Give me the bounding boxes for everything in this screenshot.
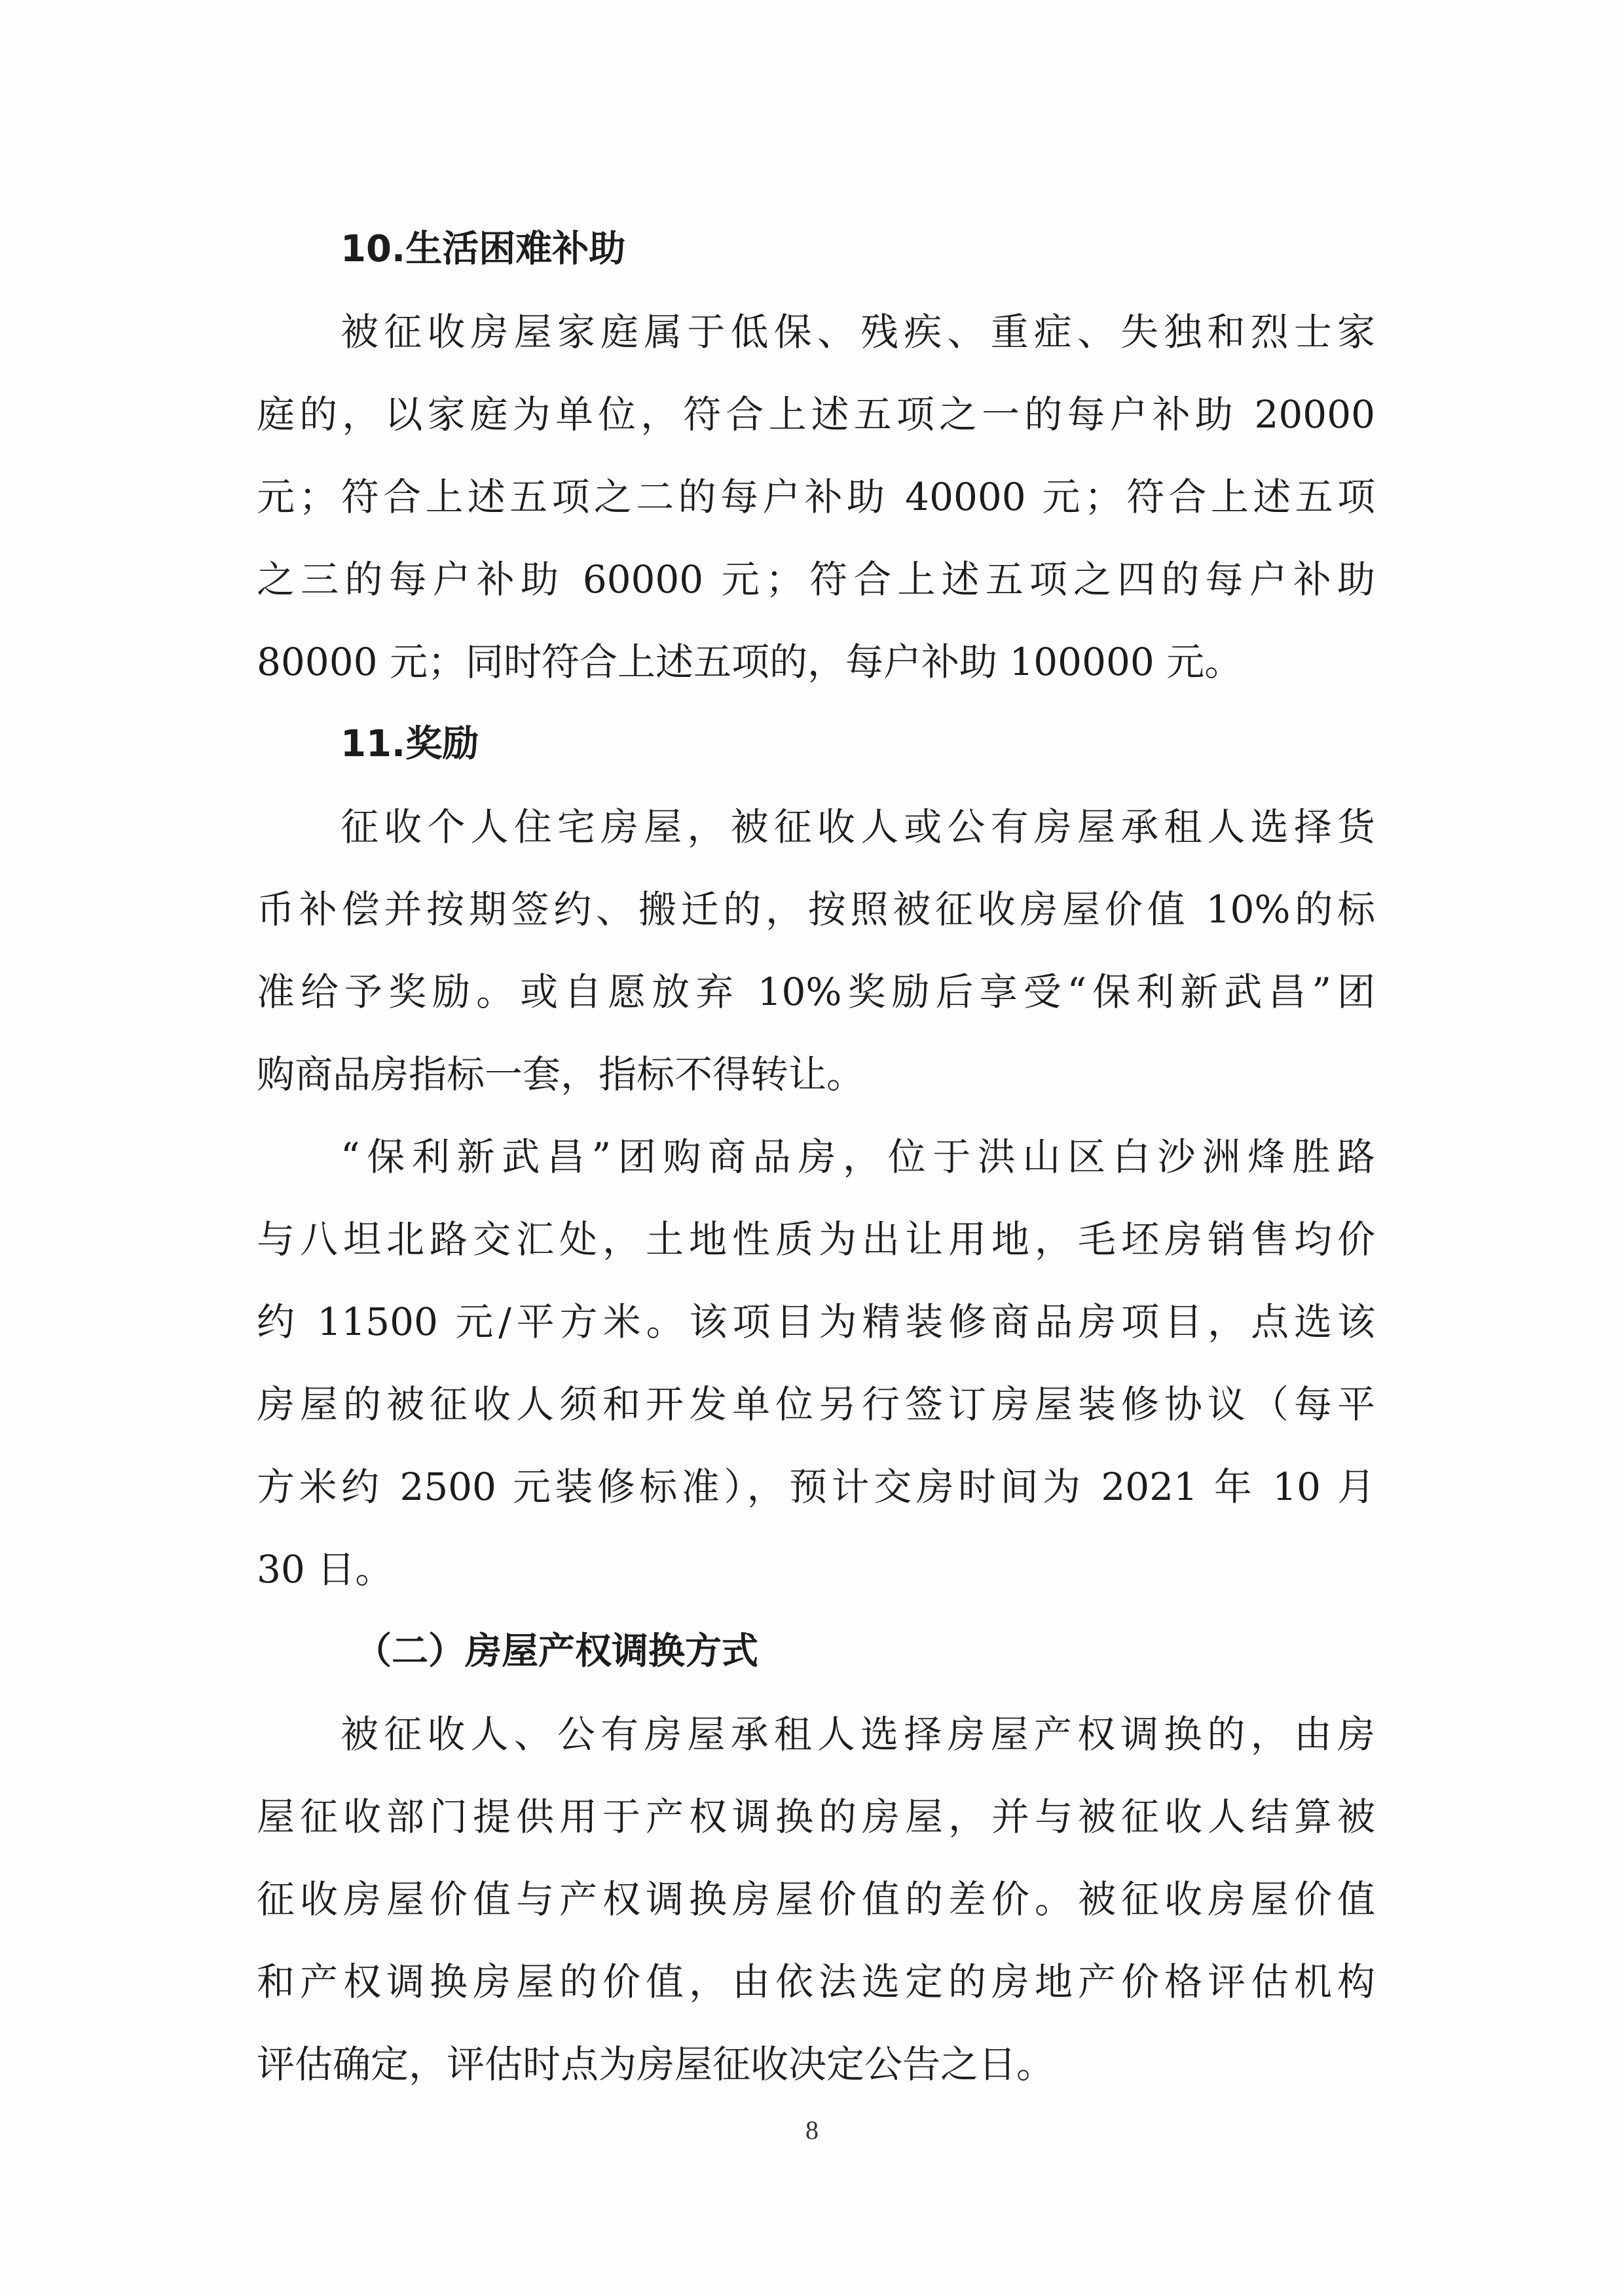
paragraph-line: 征收房屋价值与产权调换房屋价值的差价。被征收房屋价值 (257, 1877, 1375, 1922)
paragraph-line: 约 11500 元/平方米。该项目为精装修商品房项目，点选该 (257, 1300, 1375, 1344)
paragraph-line-last: 购商品房指标一套，指标不得转让。 (257, 1052, 865, 1097)
paragraph-line: 被征收房屋家庭属于低保、残疾、重症、失独和烈士家 (341, 310, 1375, 354)
section-heading-property-exchange: （二）房屋产权调换方式 (355, 1630, 758, 1673)
paragraph-line: 被征收人、公有房屋承租人选择房屋产权调换的，由房 (341, 1712, 1375, 1757)
paragraph-line: 元；符合上述五项之二的每户补助 40000 元；符合上述五项 (257, 475, 1375, 519)
page-number: 8 (805, 2115, 819, 2145)
paragraph-line: 准给予奖励。或自愿放弃 10%奖励后享受“保利新武昌”团 (257, 970, 1375, 1014)
section-heading-11: 11.奖励 (341, 723, 479, 765)
paragraph-line: 和产权调换房屋的价值，由依法选定的房地产价格评估机构 (257, 1959, 1375, 2004)
paragraph-line: 与八坦北路交汇处，土地性质为出让用地，毛坯房销售均价 (257, 1217, 1375, 1262)
paragraph-line-last: 30 日。 (257, 1547, 394, 1592)
section-heading-10: 10.生活困难补助 (341, 228, 626, 270)
document-body (257, 208, 1375, 2105)
paragraph-line: 征收个人住宅房屋，被征收人或公有房屋承租人选择货 (341, 805, 1375, 849)
paragraph-line: 之三的每户补助 60000 元；符合上述五项之四的每户补助 (257, 557, 1375, 602)
paragraph-line-last: 评估确定，评估时点为房屋征收决定公告之日。 (257, 2042, 1055, 2086)
paragraph-line: 方米约 2500 元装修标准），预计交房时间为 2021 年 10 月 (257, 1465, 1375, 1509)
paragraph-line: “保利新武昌”团购商品房，位于洪山区白沙洲烽胜路 (341, 1135, 1375, 1179)
paragraph-line-last: 80000 元；同时符合上述五项的，每户补助 100000 元。 (257, 640, 1243, 684)
paragraph-line: 屋征收部门提供用于产权调换的房屋，并与被征收人结算被 (257, 1795, 1375, 1839)
paragraph-line: 房屋的被征收人须和开发单位另行签订房屋装修协议（每平 (257, 1382, 1375, 1427)
paragraph-line: 币补偿并按期签约、搬迁的，按照被征收房屋价值 10%的标 (257, 887, 1375, 932)
paragraph-line: 庭的，以家庭为单位，符合上述五项之一的每户补助 20000 (257, 392, 1375, 437)
